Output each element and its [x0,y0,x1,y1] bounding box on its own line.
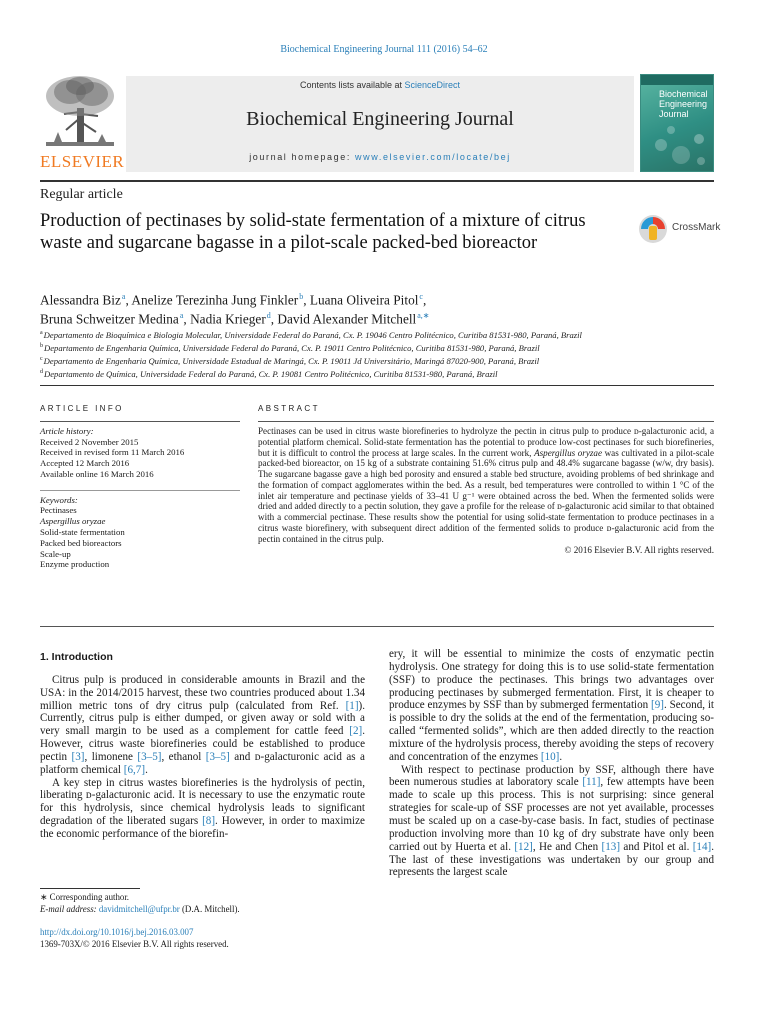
journal-header-panel [126,76,634,172]
abstract-organism: Aspergillus oryzae [534,447,602,458]
citation-link[interactable]: [3–5] [137,750,162,763]
body-text: A key step in citrus wastes biorefineries is the hydrolysis of pectin, liberating ᴅ-galacturonic acid. It is necessary to use the enzymatic route for this hydrolysis, since chemical hydrolysis leads to significant degradation of the liberated sugars [40,776,365,828]
author-name[interactable]: Luana Oliveira Pitol [309,292,419,308]
email-line [40,903,370,915]
author-separator: , [270,311,278,327]
author-separator: , [125,292,132,308]
keyword-item: Packed bed bioreactors [40,537,122,548]
citation-link[interactable]: [12] [514,840,533,853]
article-info [40,404,240,570]
footnotes [40,891,370,915]
body-paragraph [40,674,365,777]
publisher-logo-text: ELSEVIER [40,152,125,171]
citation-link[interactable]: [9] [651,699,664,712]
doi-link[interactable]: http://dx.doi.org/10.1016/j.bej.2016.03.007 [40,927,194,937]
body-text: and Pitol et al. [620,840,693,853]
body-text: . The last of these investigations was undertaken by our group and represents the largest scale [389,840,714,879]
body-text: and ᴅ-galacturonic acid as a platform chemical [40,750,365,776]
citation-link[interactable]: [3–5] [205,750,230,763]
author-separator: , [183,311,191,327]
keyword-item: Aspergillus oryzae [40,516,106,527]
affiliation-text: Departamento de Química, Universidade Federal do Paraná, Cx. P. 19081 Centro Politécnico, Curitiba 81531-980, Paraná, Brazil [44,369,498,380]
article-history [40,426,240,480]
body-text: . Second, it is possible to dry the solids at the end of the fermentation, producing so-called “fermented solids”, which are then added directly to the reaction mixture of the hydrolysis process, thereby avoiding the steps of recovery and concentration of the enzymes [389,699,714,763]
affiliation-text: Departamento de Bioquímica e Biologia Molecular, Universidade Federal do Paraná, Cx. P. 19046 Centro Politécnico, Curitiba 81531-980, Paraná, Brazil [43,329,582,340]
affiliation-item [40,354,720,367]
body-paragraph [389,764,714,880]
cover-title: Biochemical Engineering Journal [659,89,708,119]
body-text: , limonene [84,750,138,763]
abstract-section [258,404,714,555]
author-name[interactable]: Anelize Terezinha Jung Finkler [131,292,299,308]
body-text: . However, citrus waste biorefineries could be established to produce pectin [40,725,365,763]
article-info-rule [40,421,240,422]
body-left-column [40,648,365,841]
affiliation-text: Departamento de Engenharia Química, Universidade Estadual de Maringá, Cx. P. 19011 Jd Universitário, Maringá 87020-900, Paraná, Brazil [43,356,540,367]
elsevier-logo[interactable] [40,74,125,172]
body-text: , few attempts have been made to scale up this process. This is not surprising: since general strategies for scale-up of SSF processes are not yet available, processes must be scaled up on a case-by-case basis. In fact, studies of pectinase production involving more than 10 kg of dry substrate have only been carried out by Huerta et al. [389,776,715,853]
journal-masthead [40,70,714,176]
elsevier-tree-icon [40,74,120,152]
article-title: Production of pectinases by solid-state fermentation of a mixture of citrus waste and sugarcane bagasse in a pilot-scale packed-bed bioreactor [40,211,586,253]
doi-block [40,926,370,950]
body-text: , ethanol [161,750,206,763]
body-right-column [389,648,714,879]
citation-link[interactable]: [13] [601,840,621,853]
affiliation-mark: a [40,330,43,336]
corresponding-author-note: ∗ Corresponding author. [40,892,130,902]
citation-link[interactable]: [14] [692,840,712,853]
email-label: E-mail address: [40,904,99,914]
sciencedirect-link[interactable]: ScienceDirect [404,80,461,90]
history-label: Article history: [40,426,94,436]
author-affiliation-mark[interactable]: a,∗ [417,311,430,321]
citation-link[interactable]: [2] [349,725,363,738]
body-text: ). Currently, citrus pulp is either dumped, or given away or sold with a very small margin to be used as a complement for cattle feed [40,699,365,738]
homepage-prefix: journal homepage: [249,152,356,162]
body-text: . [145,763,148,776]
author-affiliation-mark[interactable]: b [299,292,304,301]
citation-link[interactable]: [11] [582,776,601,789]
affiliation-item [40,367,720,380]
body-text: . However, in order to maximize the economic performance of the biorefin- [40,815,365,840]
keyword-item: Pectinases [40,505,77,516]
masthead-rule [40,180,714,182]
author-name[interactable]: Alessandra Biz [40,292,121,308]
crossmark-label: CrossMark [672,222,721,233]
email-link[interactable]: davidmitchell@ufpr.br [98,904,180,914]
history-item: Available online 16 March 2016 [40,468,154,479]
body-paragraph [40,777,365,841]
abstract-heading: ABSTRACT [258,404,320,413]
abstract-rule [258,421,714,422]
keywords [40,495,240,571]
affiliation-list [40,328,720,381]
footnote-rule [40,888,140,889]
affiliation-mark: b [40,343,43,350]
keywords-label: Keywords: [40,494,78,505]
body-text: With respect to pectinase production by SSF, although there have been numerous studies at laboratory scale [389,763,714,789]
author-name[interactable]: David Alexander Mitchell [277,311,417,327]
author-line-2 [40,308,700,327]
affiliation-mark: c [40,356,43,363]
affiliation-text: Departamento de Engenharia Química, Universidade Federal do Paraná, Cx. P. 19011 Centro Politécnico, Curitiba 81531-980, Paraná, Brazil [44,343,540,354]
keyword-item: Scale-up [40,548,71,559]
author-separator: , [422,292,427,308]
author-separator: , [303,292,310,308]
article-info-heading: ARTICLE INFO [40,404,124,413]
abstract-bottom-rule [40,626,714,627]
article-type: Regular article [40,187,123,202]
contents-prefix: Contents lists available at [299,80,405,90]
abstract-part: was cultivated in a pilot-scale packed-bed bioreactor, on 15 kg of a substrate containing 51.6% citrus pulp and 48.4% sugarcane bagasse (w/w, dry basis). The sugarcane bagasse gave a high bed porosity and ensured a stable bed structure, avoiding problems of bed shrinkage and the formation of compact agglomerates within the bed. As a result, bed temperatures were controlled to within 1 °C of the inlet air temperature and pectinase yields of 33–41 U g⁻¹ were obtained across the bed. When the fermented solids were dried and added directly to a pectin solution, they gave a profile for the release of ᴅ-galacturonic acid similar to that obtained with a commercial pectinase. These results show the potential for using solid-state fermentation to produce pectinases in a citrus waste biorefinery, with subsequent direct addition of the fermented solids to produce ᴅ-galacturonic acid from the pectin contained in the citrus pulp. [258,447,714,544]
body-text: , He and Chen [532,840,602,853]
crossmark-badge[interactable] [638,214,721,244]
abstract-text [258,426,714,544]
citation-link[interactable]: [10] [540,750,560,763]
keyword-item: Enzyme production [40,559,110,570]
affiliation-item [40,328,720,341]
journal-cover-thumbnail[interactable] [640,74,714,172]
body-paragraph [389,648,714,764]
journal-title: Biochemical Engineering Journal [246,108,514,130]
affiliation-item [40,341,720,354]
body-text: ery, it will be essential to minimize the costs of enzymatic pectin hydrolysis. One strategy for doing this is to use solid-state fermentation (SSF) to produce the pectinases. This brings two advantages over producing pectinases by submerged fermentation. First, it is cheaper to produce enzymes by SSF than by submerged fermentation [389,648,714,712]
author-list [40,289,700,328]
body-text: . [559,750,563,763]
keywords-rule [40,490,240,491]
header-bottom-rule [40,385,714,386]
author-affiliation-mark[interactable]: d [266,311,271,321]
author-line-1 [40,289,700,308]
section-title: 1. Introduction [40,651,113,663]
journal-reference[interactable]: Biochemical Engineering Journal 111 (2016) 54–62 [280,44,488,55]
contents-line [126,80,634,90]
author-affiliation-mark[interactable]: a [121,292,126,301]
journal-homepage [126,152,634,162]
citation-link[interactable]: [1] [345,699,359,712]
body-text: Citrus pulp is produced in considerable amounts in Brazil and the USA: in the 2014/2015 harvest, these two countries produced about 1.34 million metric tons of dry citrus pulp (calculated from Ref. [40,673,365,712]
crossmark-icon [638,214,670,244]
history-item: Received in revised form 11 March 2016 [40,447,185,458]
history-item: Accepted 12 March 2016 [40,458,130,469]
issn-copyright: 1369-703X/© 2016 Elsevier B.V. All rights reserved. [40,939,229,949]
author-affiliation-mark[interactable]: a [179,311,184,321]
affiliation-mark: d [40,369,43,376]
history-item: Received 2 November 2015 [40,436,139,447]
author-affiliation-mark[interactable]: c [419,292,423,301]
author-name[interactable]: Bruna Schweitzer Medina [40,311,179,327]
email-suffix: (D.A. Mitchell). [179,904,240,914]
citation-link[interactable]: [8] [202,815,216,828]
citation-link[interactable]: [3] [71,750,85,763]
abstract-copyright: © 2016 Elsevier B.V. All rights reserved. [564,545,714,556]
keyword-item: Solid-state fermentation [40,526,125,537]
abstract-part: Pectinases can be used in citrus waste biorefineries to hydrolyze the pectin in citrus pulp to produce ᴅ-galacturonic acid, a potential platform chemical. Solid-state fermentation has the potential to produce low-cost pectinases for such biorefineries, but it is difficult to control the process at large scales. In the current work, [258,426,714,458]
author-name[interactable]: Nadia Krieger [190,311,266,327]
homepage-link[interactable]: www.elsevier.com/locate/bej [355,152,511,162]
citation-link[interactable]: [6,7] [123,763,146,776]
